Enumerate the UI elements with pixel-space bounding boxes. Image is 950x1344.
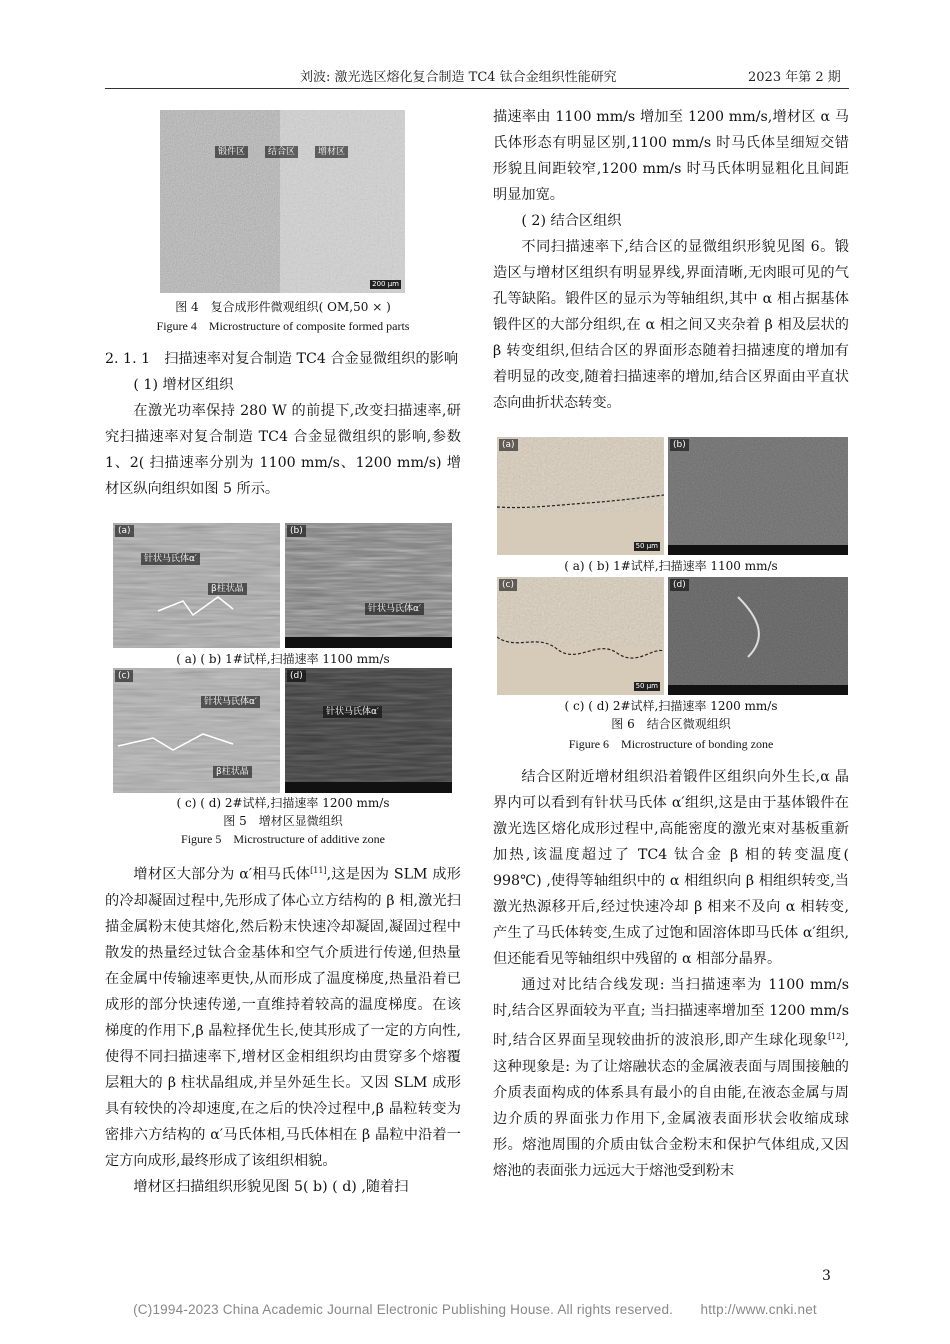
paragraph-martensite-morphology: 描速率由 1100 mm/s 增加至 1200 mm/s,增材区 α 马氏体形态有明显区别,1100 mm/s 时马氏体呈细短交错形貌且间距较窄,1200 mm/s 时马氏体明显粗化且间距明显加宽。 <box>493 109 849 203</box>
figure-5-sub-cd: ( c) ( d) 2#试样,扫描速率 1200 mm/s <box>176 796 390 810</box>
fig5a-label-beta: β柱状晶 <box>208 583 247 595</box>
paragraph-epitaxial-growth: 结合区附近增材组织沿着锻件区组织向外生长,α 晶界内可以看到有针状马氏体 α′组织,这是由于基体锻件在激光选区熔化成形过程中,高能密度的激光束对基板重新加热,该温度超过了 TC4 钛合金 β 相的转变温度( 998℃) ,使得等轴组织中的 α 相组织向 β 相组织转变,当激光热源移开后,经过快速冷却 β 相来不及向 α 相转变,产生了马氏体转变,生成了过饱和固溶体即马氏体 α′组织,但还能看见等轴组织中残留的 α 相部分晶界。 <box>493 769 849 967</box>
fig6a-tag: (a) <box>499 439 518 451</box>
figure-6-sub-cd: ( c) ( d) 2#试样,扫描速率 1200 mm/s <box>564 699 778 713</box>
right-column-upper <box>493 104 849 416</box>
figure-5-sub-ab: ( a) ( b) 1#试样,扫描速率 1100 mm/s <box>176 652 390 666</box>
fig6c-scale: 50 μm <box>635 682 658 690</box>
subheading-bonding-zone: ( 2) 结合区组织 <box>521 213 622 229</box>
fig5c-label-martensite: 针状马氏体α′ <box>201 696 260 708</box>
fig4-scale: 200 μm <box>372 280 399 288</box>
fig5a-tag: (a) <box>115 525 134 537</box>
section-heading-2-1-1: 2. 1. 1 扫描速率对复合制造 TC4 合金显微组织的影响 <box>105 351 459 367</box>
issue-label: 2023 年第 2 期 <box>748 70 841 85</box>
figure-5b-image <box>285 523 452 648</box>
fig5d-tag: (d) <box>287 670 306 682</box>
right-column-lower <box>493 764 849 1184</box>
fig5c-tag: (c) <box>115 670 133 682</box>
figure-6d-image <box>668 577 848 695</box>
paragraph-scan-morphology: 增材区扫描组织形貌见图 5( b) ( d) ,随着扫 <box>133 1178 409 1195</box>
figure-4-image <box>160 110 405 293</box>
paragraph-bonding-zone: 不同扫描速率下,结合区的显微组织形貌见图 6。锻造区与增材区组织有明显界线,界面清晰,无肉眼可见的气孔等缺陷。锻件区的显示为等轴组织,其中 α 相占据基体锻件区的大部分组织,在 α 相之间又夹杂着 β 相及层状的 β 转变组织,但结合区的界面形态随着扫描速度的增加有着明显的改变,随着扫描速率的增加,结合区界面由平直状态向曲折状态转变。 <box>493 239 849 411</box>
fig6b-tag: (b) <box>670 439 689 451</box>
figure-5d-image <box>285 668 452 793</box>
figure-5-caption-cn: 图 5 增材区显微组织 <box>223 814 343 828</box>
ref-12[interactable]: [12] <box>828 1032 845 1041</box>
fig6a-scale: 50 μm <box>635 542 658 550</box>
page-number: 3 <box>822 1268 831 1284</box>
figure-4-caption-cn: 图 4 复合成形件微观组织( OM,50 × ) <box>175 300 391 314</box>
paragraph-balling-phenomenon: 通过对比结合线发现: 当扫描速率为 1100 mm/s 时,结合区界面较为平直; 当扫描速率增加至 1200 mm/s 时,结合区界面呈现较曲折的波浪形,即产生球化现象[12],这种现象是: 为了让熔融状态的金属液表面与周围接触的介质表面构成的体系具有最小的自由能,在液态金属与周边介质的界面张力作用下,金属液表面形状会收缩成球形。熔池周围的介质由钛合金粉末和保护气体组成,又因熔池的表面张力远远大于熔池受到粉末 <box>493 977 849 1179</box>
copyright-footer: (C)1994-2023 China Academic Journal Electronic Publishing House. All rights reserved. http://www.cnki.net <box>133 1302 817 1317</box>
fig4-label-bonding: 结合区 <box>265 146 298 158</box>
figure-6-caption-cn: 图 6 结合区微观组织 <box>611 717 731 731</box>
header-rule <box>105 88 849 89</box>
fig4-label-forging: 锻件区 <box>215 146 248 158</box>
fig5d-label-martensite: 针状马氏体α′ <box>323 706 382 718</box>
fig4-label-additive: 增材区 <box>315 146 348 158</box>
figure-5c-image <box>113 668 280 793</box>
fig5b-tag: (b) <box>287 525 306 537</box>
figure-6b-image <box>668 437 848 555</box>
figure-6a-image <box>497 437 664 555</box>
figure-6-caption-en: Figure 6 Microstructure of bonding zone <box>568 737 774 751</box>
left-column-upper <box>105 346 461 502</box>
figure-4-caption-en: Figure 4 Microstructure of composite formed parts <box>156 319 410 333</box>
fig5b-label-martensite: 针状马氏体α′ <box>365 603 424 615</box>
fig6c-tag: (c) <box>499 579 517 591</box>
fig5c-label-beta: β柱状晶 <box>213 766 252 778</box>
fig5a-label-martensite: 针状马氏体α′ <box>141 553 200 565</box>
running-title: 刘波: 激光选区熔化复合制造 TC4 钛合金组织性能研究 <box>300 70 617 85</box>
figure-5-caption-en: Figure 5 Microstructure of additive zone <box>181 832 385 846</box>
figure-6-sub-ab: ( a) ( b) 1#试样,扫描速率 1100 mm/s <box>564 559 778 573</box>
figure-6c-image <box>497 577 664 695</box>
figure-5a-image <box>113 523 280 648</box>
subheading-additive-zone: ( 1) 增材区组织 <box>133 377 234 393</box>
left-column-lower <box>105 858 461 1200</box>
fig6d-tag: (d) <box>670 579 689 591</box>
paragraph-alpha-martensite: 增材区大部分为 α′相马氏体[11],这是因为 SLM 成形的冷却凝固过程中,先形成了体心立方结构的 β 相,激光扫描金属粉末使其熔化,然后粉末快速冷却凝固,凝固过程中散发的热量经过钛合金基体和空气介质进行传递,但热量在金属中传输速率更快,从而形成了温度梯度,热量沿着已成形的部分快速传递,一直维持着较高的温度梯度。在该梯度的作用下,β 晶粒择优生长,使其形成了一定的方向性,使得不同扫描速率下,增材区金相组织均由贯穿多个熔覆层粗大的 β 柱状晶组成,并呈外延生长。又因 SLM 成形具有较快的冷却速度,在之后的快冷过程中,β 晶粒转变为密排六方结构的 α′马氏体相,马氏体相在 β 晶粒中沿着一定方向成形,最终形成了该组织相貌。 <box>105 866 461 1169</box>
ref-11[interactable]: [11] <box>310 866 327 875</box>
paragraph-scan-rate-intro: 在激光功率保持 280 W 的前提下,改变扫描速率,研究扫描速率对复合制造 TC4 合金显微组织的影响,参数 1、2( 扫描速率分别为 1100 mm/s、1200 mm/s) 增材区纵向组织如图 5 所示。 <box>105 403 461 497</box>
